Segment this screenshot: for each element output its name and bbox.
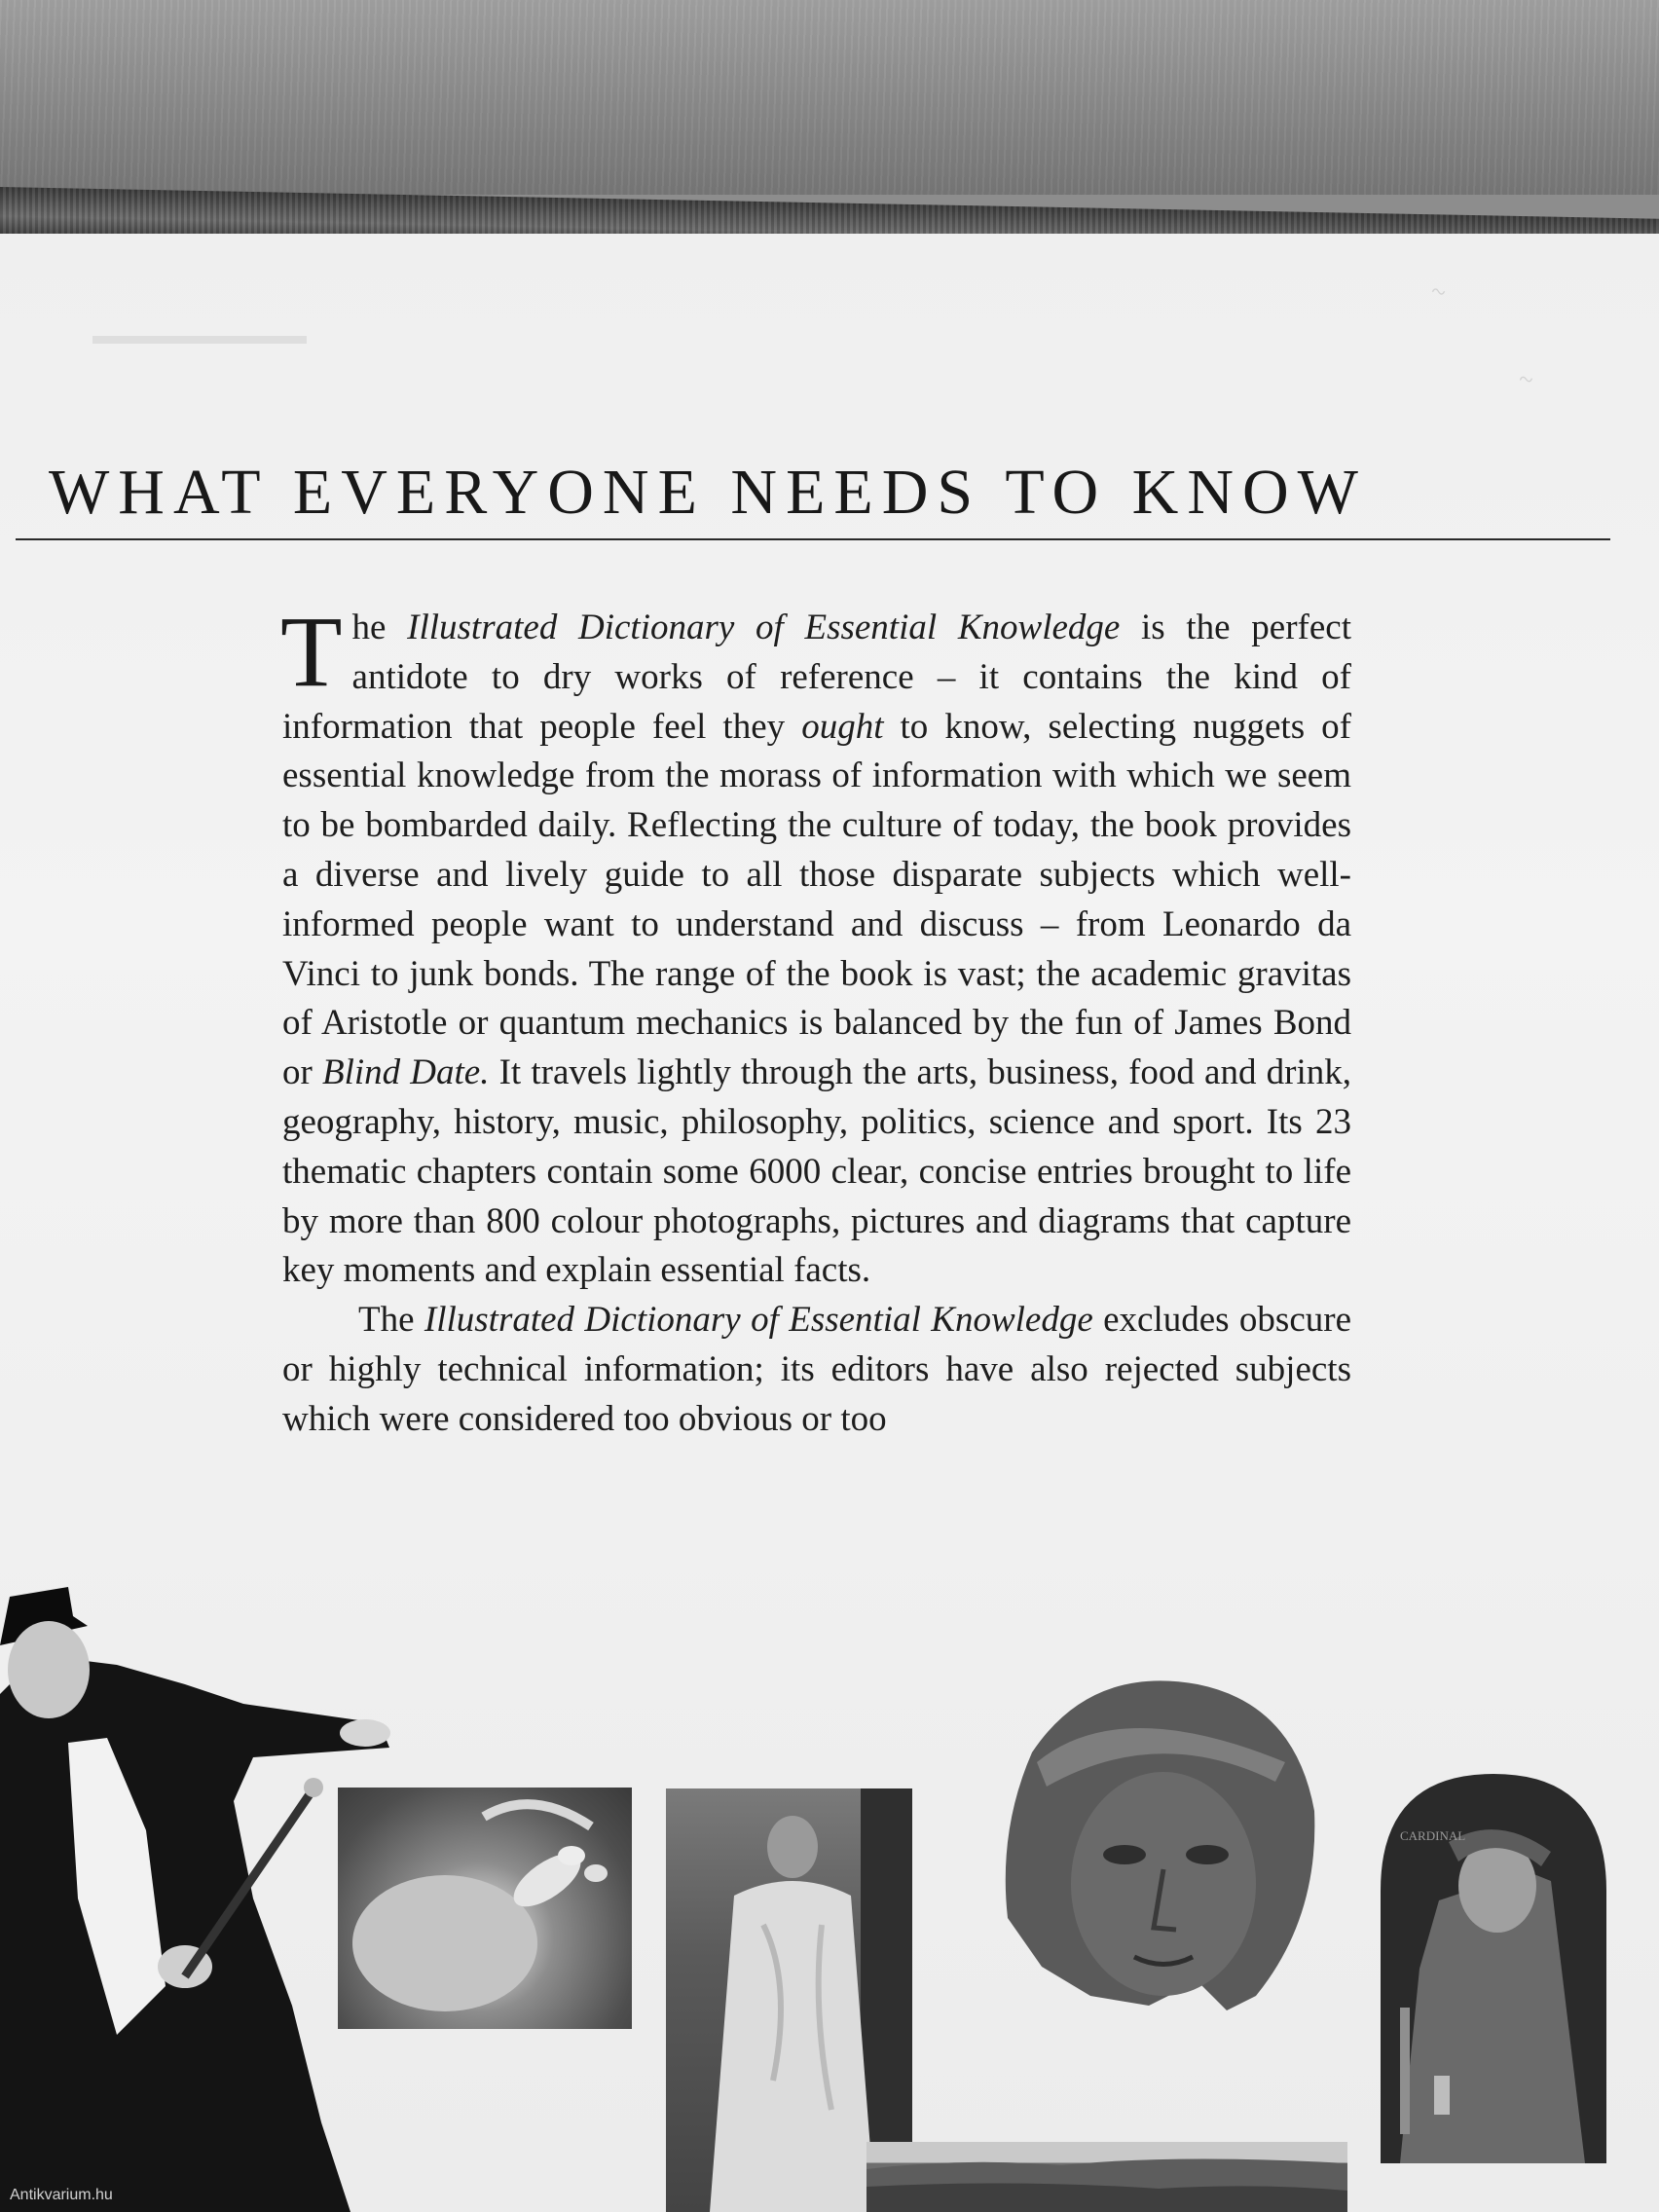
drop-cap: T (280, 596, 343, 708)
show-through-mark (92, 336, 307, 344)
show-through-scribble: ~ (1427, 276, 1450, 308)
paragraph-intro (280, 596, 1351, 1296)
book-title: Illustrated Dictionary of Essential Knowledge (407, 608, 1121, 647)
paragraph-text: The (358, 1300, 424, 1341)
emphasis: ought (801, 706, 884, 747)
body-text (280, 596, 1351, 1445)
page-heading: WHAT EVERYONE NEEDS TO KNOW (49, 457, 1367, 528)
paragraph-text: It travels lightly through the arts, business, food and drink, geography, history, music, philosophy, politics, science and sport. Its 23 thematic chapters contain some 6000 clear, concise entries brought to life by more than 800 colour photographs, pictures and diagrams that capture key moments and explain essential facts. (282, 1052, 1351, 1291)
show-title: Blind Date. (321, 1052, 490, 1093)
landscape-photo (866, 2142, 1347, 2212)
cardinal-inscription: CARDINAL (1400, 1828, 1466, 1843)
paragraph-text: he (351, 608, 408, 647)
paragraph-text: is the perfect antidote to dry works of reference – it contains the kind of information that people feel they (282, 608, 1351, 747)
paragraph-excludes (282, 1296, 1351, 1444)
heading-rule (16, 538, 1610, 540)
desk-grain (0, 0, 1659, 195)
book-title: Illustrated Dictionary of Essential Knowledge (424, 1300, 1093, 1341)
embryo-photo (338, 1788, 632, 2029)
show-through-scribble: ~ (1516, 363, 1536, 395)
paragraph-text: excludes obscure or highly technical information; its editors have also rejected subjects which were considered too obvious or too (282, 1300, 1351, 1439)
bronze-head-photo (1003, 1675, 1324, 2045)
paragraph-text: to know, selecting nuggets of essential knowledge from the morass of information with which we seem to be bombarded daily. Reflecting the culture of today, the book provides a diverse and lively guide to all those disparate subjects which well-informed people want to understand and discuss – from Leonardo da Vinci to junk bonds. The range of the book is vast; the academic gravitas of Aristotle or quantum mechanics is balanced by the fun of James Bond or (282, 706, 1351, 1093)
watermark: Antikvarium.hu (10, 2187, 113, 2203)
cardinal-portrait-photo (1381, 1774, 1606, 2163)
